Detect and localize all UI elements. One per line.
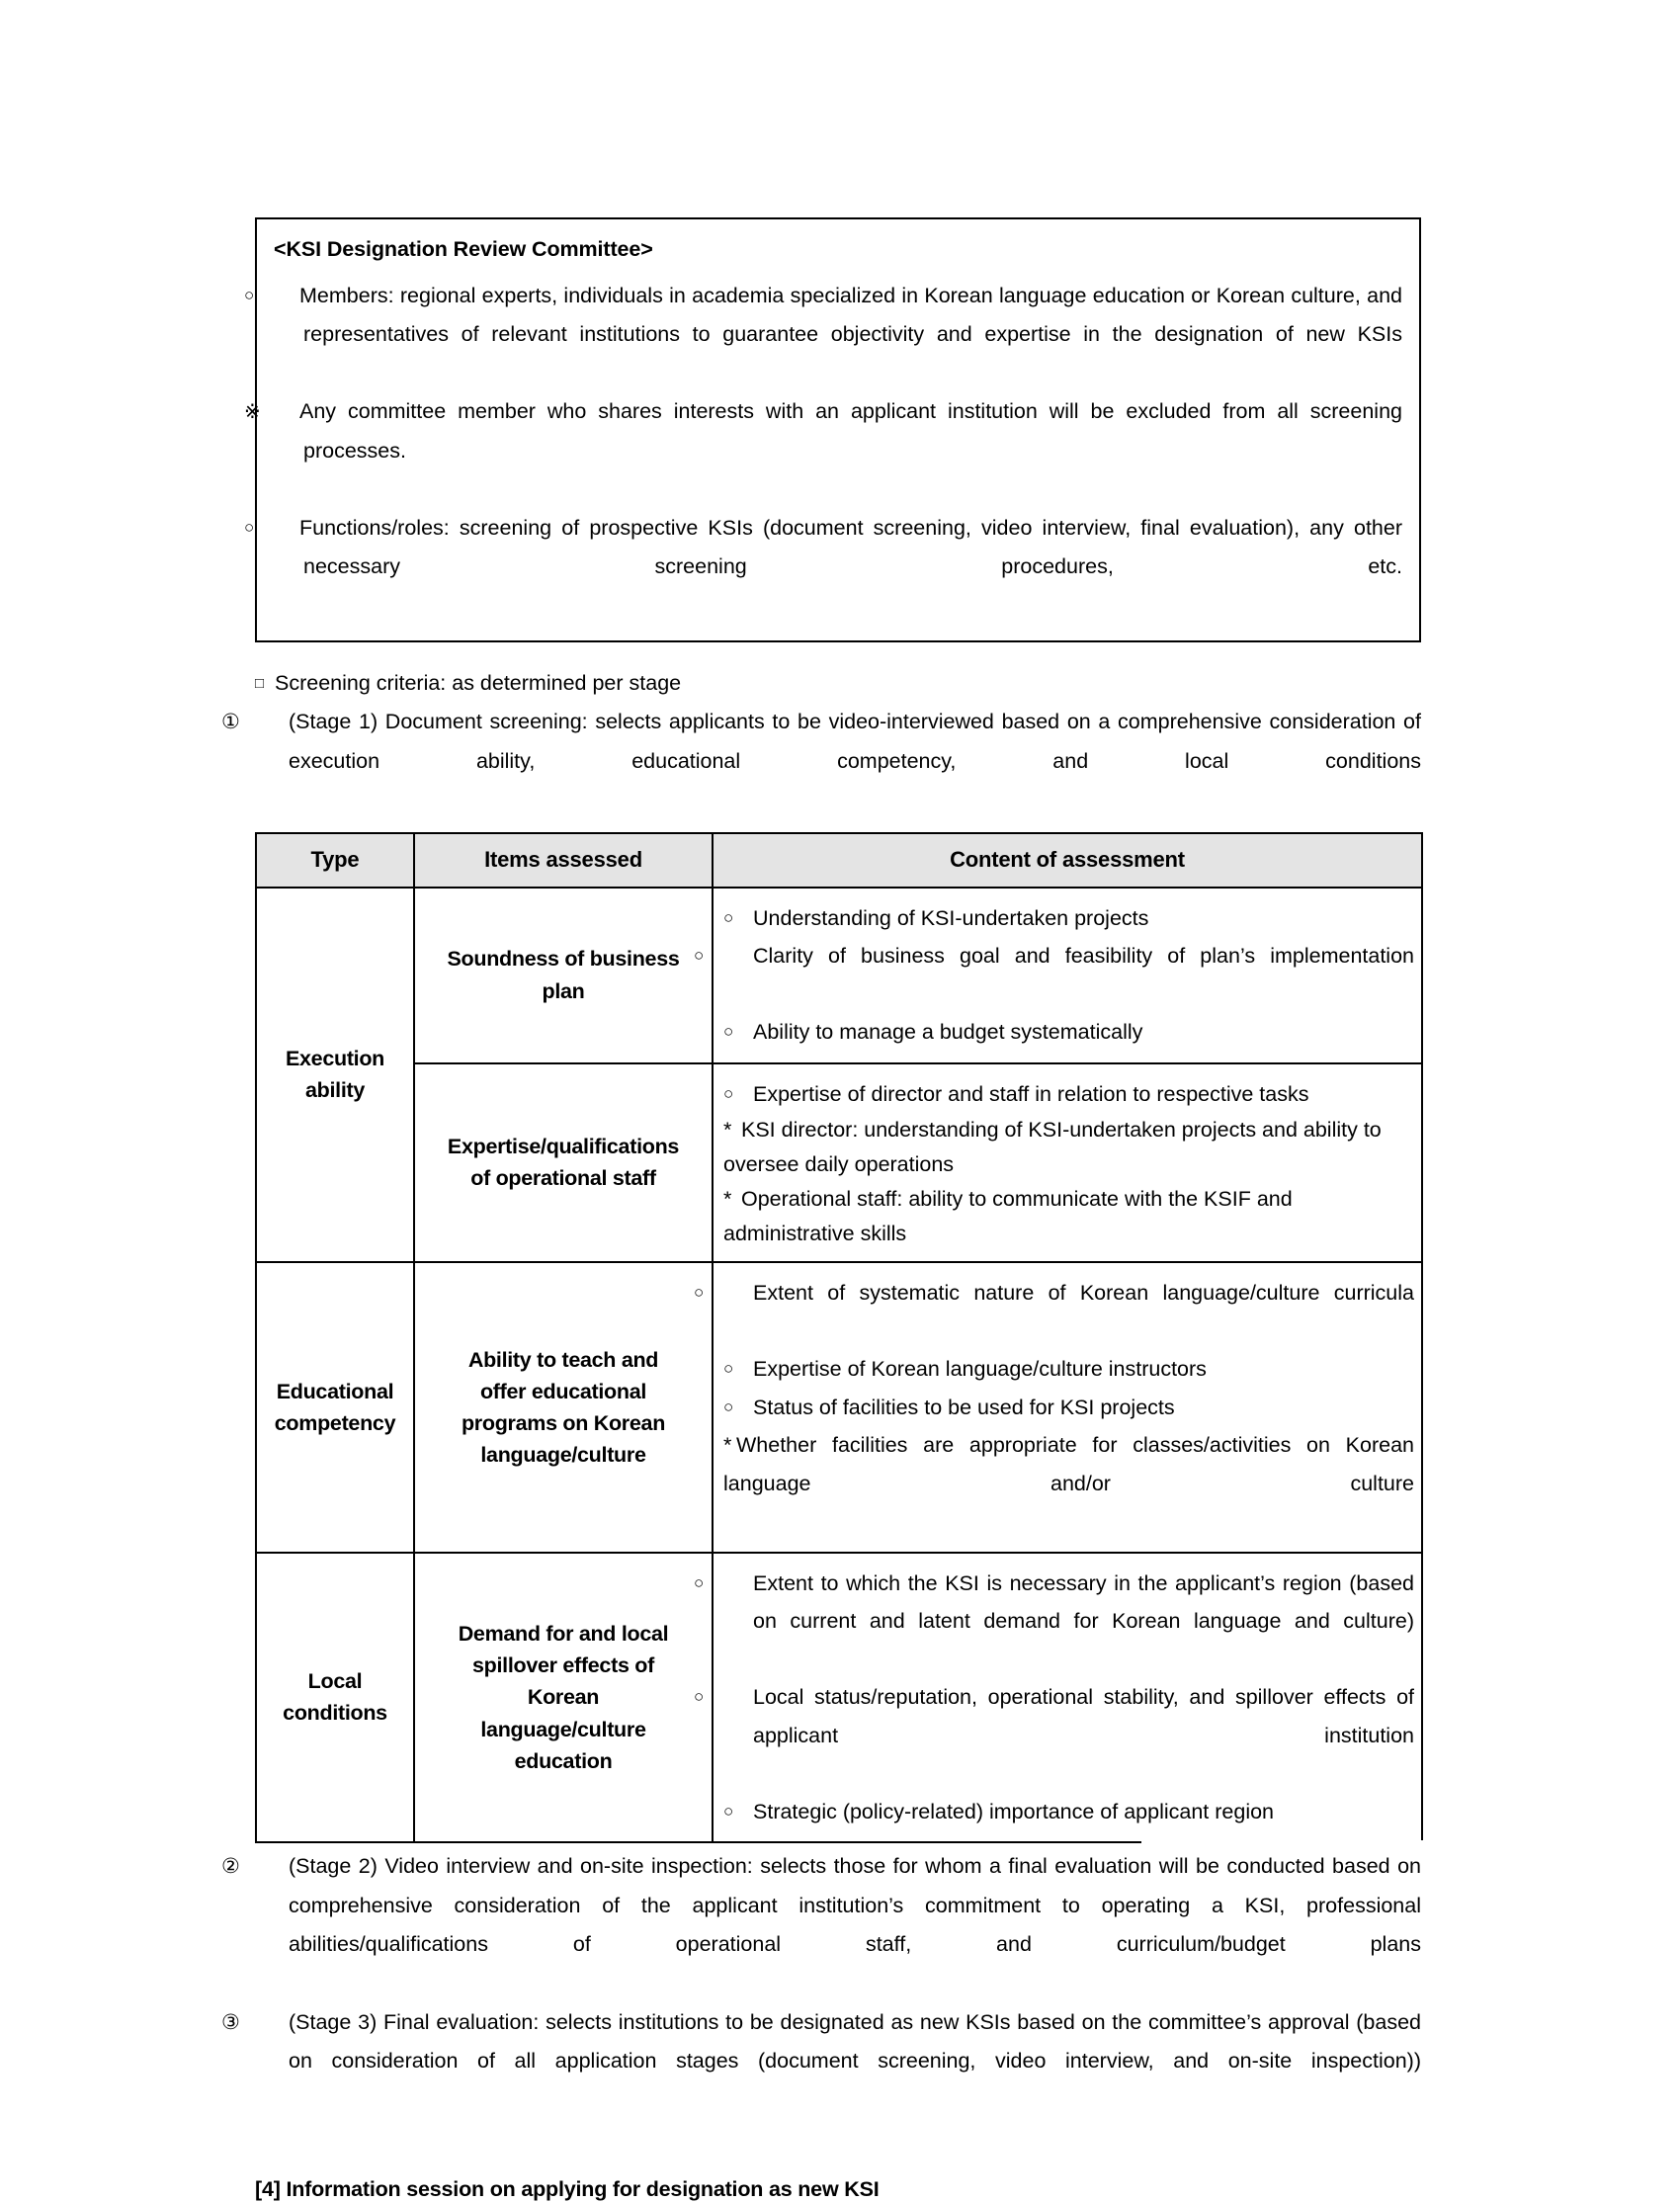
content-bullet-text: Clarity of business goal and feasibility of plan’s implementation xyxy=(753,944,1414,969)
screening-criteria-text: Screening criteria: as determined per stage xyxy=(275,671,682,696)
type-label-line: Local xyxy=(307,1669,363,1694)
item-cell-ability-to-teach xyxy=(414,1262,713,1552)
content-bullet-text: Expertise of director and staff in relation to respective tasks xyxy=(753,1081,1309,1106)
content-bullet-text: Expertise of Korean language/culture instructors xyxy=(753,1357,1207,1382)
circle-bullet-icon: ○ xyxy=(723,1022,734,1042)
item-label-line: language/culture xyxy=(480,1443,646,1468)
content-cell-educational-competency xyxy=(694,1262,1422,1552)
circled-number-2-icon: ② xyxy=(221,1855,240,1879)
type-label-line: Educational xyxy=(276,1379,394,1403)
item-label-line: offer educational xyxy=(479,1379,647,1403)
circle-bullet-icon: ○ xyxy=(694,1572,705,1592)
col-header-type: Type xyxy=(256,833,414,888)
type-label-line: ability xyxy=(304,1078,366,1103)
circle-bullet-icon: ○ xyxy=(244,517,255,537)
table-row xyxy=(256,1063,1422,1263)
item-cell-demand-spillover xyxy=(414,1553,713,1842)
type-label-line: Execution xyxy=(285,1047,385,1071)
item-label-line: Soundness of business xyxy=(447,947,680,972)
stage2-paragraph xyxy=(221,1847,1421,2002)
table-row xyxy=(256,888,1422,1063)
table-row xyxy=(256,1262,1422,1552)
type-cell-educational-competency xyxy=(256,1262,414,1552)
item-label-line: plan xyxy=(542,978,585,1003)
table-row xyxy=(256,1553,1422,1842)
criteria-table-wrapper xyxy=(255,832,1421,1844)
type-label-line: conditions xyxy=(283,1701,387,1726)
col-header-items-assessed: Items assessed xyxy=(414,833,713,888)
item-label-line: education xyxy=(514,1748,613,1773)
section-heading-4: [4] Information session on applying for designation as new KSI xyxy=(255,2176,880,2201)
content-bullet xyxy=(694,1678,1414,1792)
circled-number-3-icon: ③ xyxy=(221,2010,240,2034)
content-cell-local-conditions xyxy=(694,1553,1422,1842)
item-cell-soundness-of-business-plan xyxy=(414,888,713,1063)
content-bullet-text: Extent to which the KSI is necessary in the applicant’s region (based on current and latent demand for Korean language and culture) xyxy=(753,1570,1414,1634)
content-bullet xyxy=(723,1013,1414,1051)
content-bullet-text: Local status/reputation, operational stability, and spillover effects of applicant institution xyxy=(753,1685,1414,1747)
circled-number-1-icon: ① xyxy=(221,711,240,734)
type-label-line: competency xyxy=(274,1411,396,1436)
screening-criteria-line xyxy=(255,664,1421,703)
circle-bullet-icon: ○ xyxy=(694,1687,705,1707)
col-header-content-of-assessment: Content of assessment xyxy=(713,833,1422,888)
content-bullet xyxy=(694,1565,1414,1678)
circle-bullet-icon: ○ xyxy=(694,1283,705,1303)
content-note xyxy=(723,1426,1414,1540)
circle-bullet-icon: ○ xyxy=(723,907,734,927)
asterisk-icon: * xyxy=(723,1186,732,1211)
content-bullet xyxy=(694,937,1414,1013)
content-bullet-text: Strategic (policy-related) importance of applicant region xyxy=(753,1799,1275,1823)
content-bullet xyxy=(694,1274,1414,1350)
type-cell-local-conditions xyxy=(256,1553,414,1842)
circle-bullet-icon: ○ xyxy=(723,1083,734,1103)
square-bullet-icon: □ xyxy=(255,675,265,693)
circle-bullet-icon: ○ xyxy=(723,1359,734,1379)
content-note-text: Operational staff: ability to communicate with the KSIF and administrative skills xyxy=(723,1186,1293,1245)
content-bullet-text: Extent of systematic nature of Korean language/culture curricula xyxy=(753,1281,1414,1306)
callout-line-members xyxy=(244,277,1402,392)
stage2-text: (Stage 2) Video interview and on-site inspection: selects those for whom a final evaluation will be conducted based on comprehensive consideration of the applicant institution’s commitment to operating a KSI, professional abilities/qualifications of operational staff, and curriculum/budget plans xyxy=(289,1854,1421,1956)
circle-bullet-icon: ○ xyxy=(694,946,705,966)
content-cell-soundness-of-business-plan xyxy=(694,888,1422,1063)
content-bullet xyxy=(723,1389,1414,1426)
content-bullet xyxy=(723,899,1414,937)
table-header-row xyxy=(256,833,1422,888)
content-note-text: KSI director: understanding of KSI-undertaken projects and ability to oversee daily operations xyxy=(723,1118,1382,1176)
callout-line-functions xyxy=(244,509,1402,625)
stage1-paragraph xyxy=(221,703,1421,819)
circle-bullet-icon: ○ xyxy=(723,1801,734,1821)
stage1-text: (Stage 1) Document screening: selects applicants to be video-interviewed based on a comprehensive consideration of execution ability, educational competency, and local conditions xyxy=(289,710,1421,773)
asterisk-icon: * xyxy=(723,1433,732,1458)
item-label-line: of operational staff xyxy=(470,1166,656,1191)
circle-bullet-icon: ○ xyxy=(244,286,255,305)
item-label-line: language/culture xyxy=(480,1717,646,1741)
stage1-criteria-table xyxy=(255,832,1423,1844)
content-cell-expertise-qualifications xyxy=(713,1063,1422,1263)
content-bullet xyxy=(723,1793,1414,1830)
item-label-line: programs on Korean xyxy=(461,1411,666,1436)
item-label-line: spillover effects of xyxy=(472,1653,654,1678)
callout-line-note-text: Any committee member who shares interests with an applicant institution will be excluded from all screening processes. xyxy=(299,399,1402,463)
reference-mark-icon: ※ xyxy=(244,401,261,424)
item-cell-expertise-qualifications xyxy=(414,1063,713,1263)
content-bullet-text: Status of facilities to be used for KSI projects xyxy=(753,1395,1175,1419)
callout-title: <KSI Designation Review Committee> xyxy=(274,237,653,261)
item-label-line: Expertise/qualifications xyxy=(447,1135,680,1159)
page-content xyxy=(221,217,1421,2202)
stage3-paragraph xyxy=(221,2003,1421,2120)
content-note xyxy=(723,1182,1414,1251)
type-cell-execution-ability xyxy=(256,888,414,1263)
content-note xyxy=(723,1113,1414,1182)
ksi-committee-callout-box xyxy=(244,217,1421,642)
stage3-text: (Stage 3) Final evaluation: selects institutions to be designated as new KSIs based on the committee’s approval (based on consideration of all application stages (document screening, video interview, and on-site inspection)) xyxy=(289,2009,1421,2073)
content-bullet xyxy=(723,1350,1414,1388)
callout-line-functions-text: Functions/roles: screening of prospective KSIs (document screening, video interview, final evaluation), any other necessary screening procedures, etc. xyxy=(299,515,1402,578)
content-bullet-text: Ability to manage a budget systematically xyxy=(753,1020,1143,1045)
content-note-text: Whether facilities are appropriate for classes/activities on Korean language and/or culture xyxy=(723,1433,1414,1495)
item-label-line: Demand for and local xyxy=(458,1621,669,1646)
asterisk-icon: * xyxy=(723,1118,732,1143)
content-bullet xyxy=(723,1075,1414,1113)
item-label-line: Korean xyxy=(527,1685,600,1710)
item-label-line: Ability to teach and xyxy=(467,1347,659,1372)
content-bullet-text: Understanding of KSI-undertaken projects xyxy=(753,905,1149,930)
circle-bullet-icon: ○ xyxy=(723,1397,734,1416)
table-bottom-border-gap xyxy=(1141,1840,1423,1844)
callout-line-members-text: Members: regional experts, individuals in academia specialized in Korean language education or Korean culture, and representatives of relevant institutions to guarantee objectivity and expertise in the designation of new KSIs xyxy=(299,284,1402,347)
callout-line-note xyxy=(244,392,1402,508)
